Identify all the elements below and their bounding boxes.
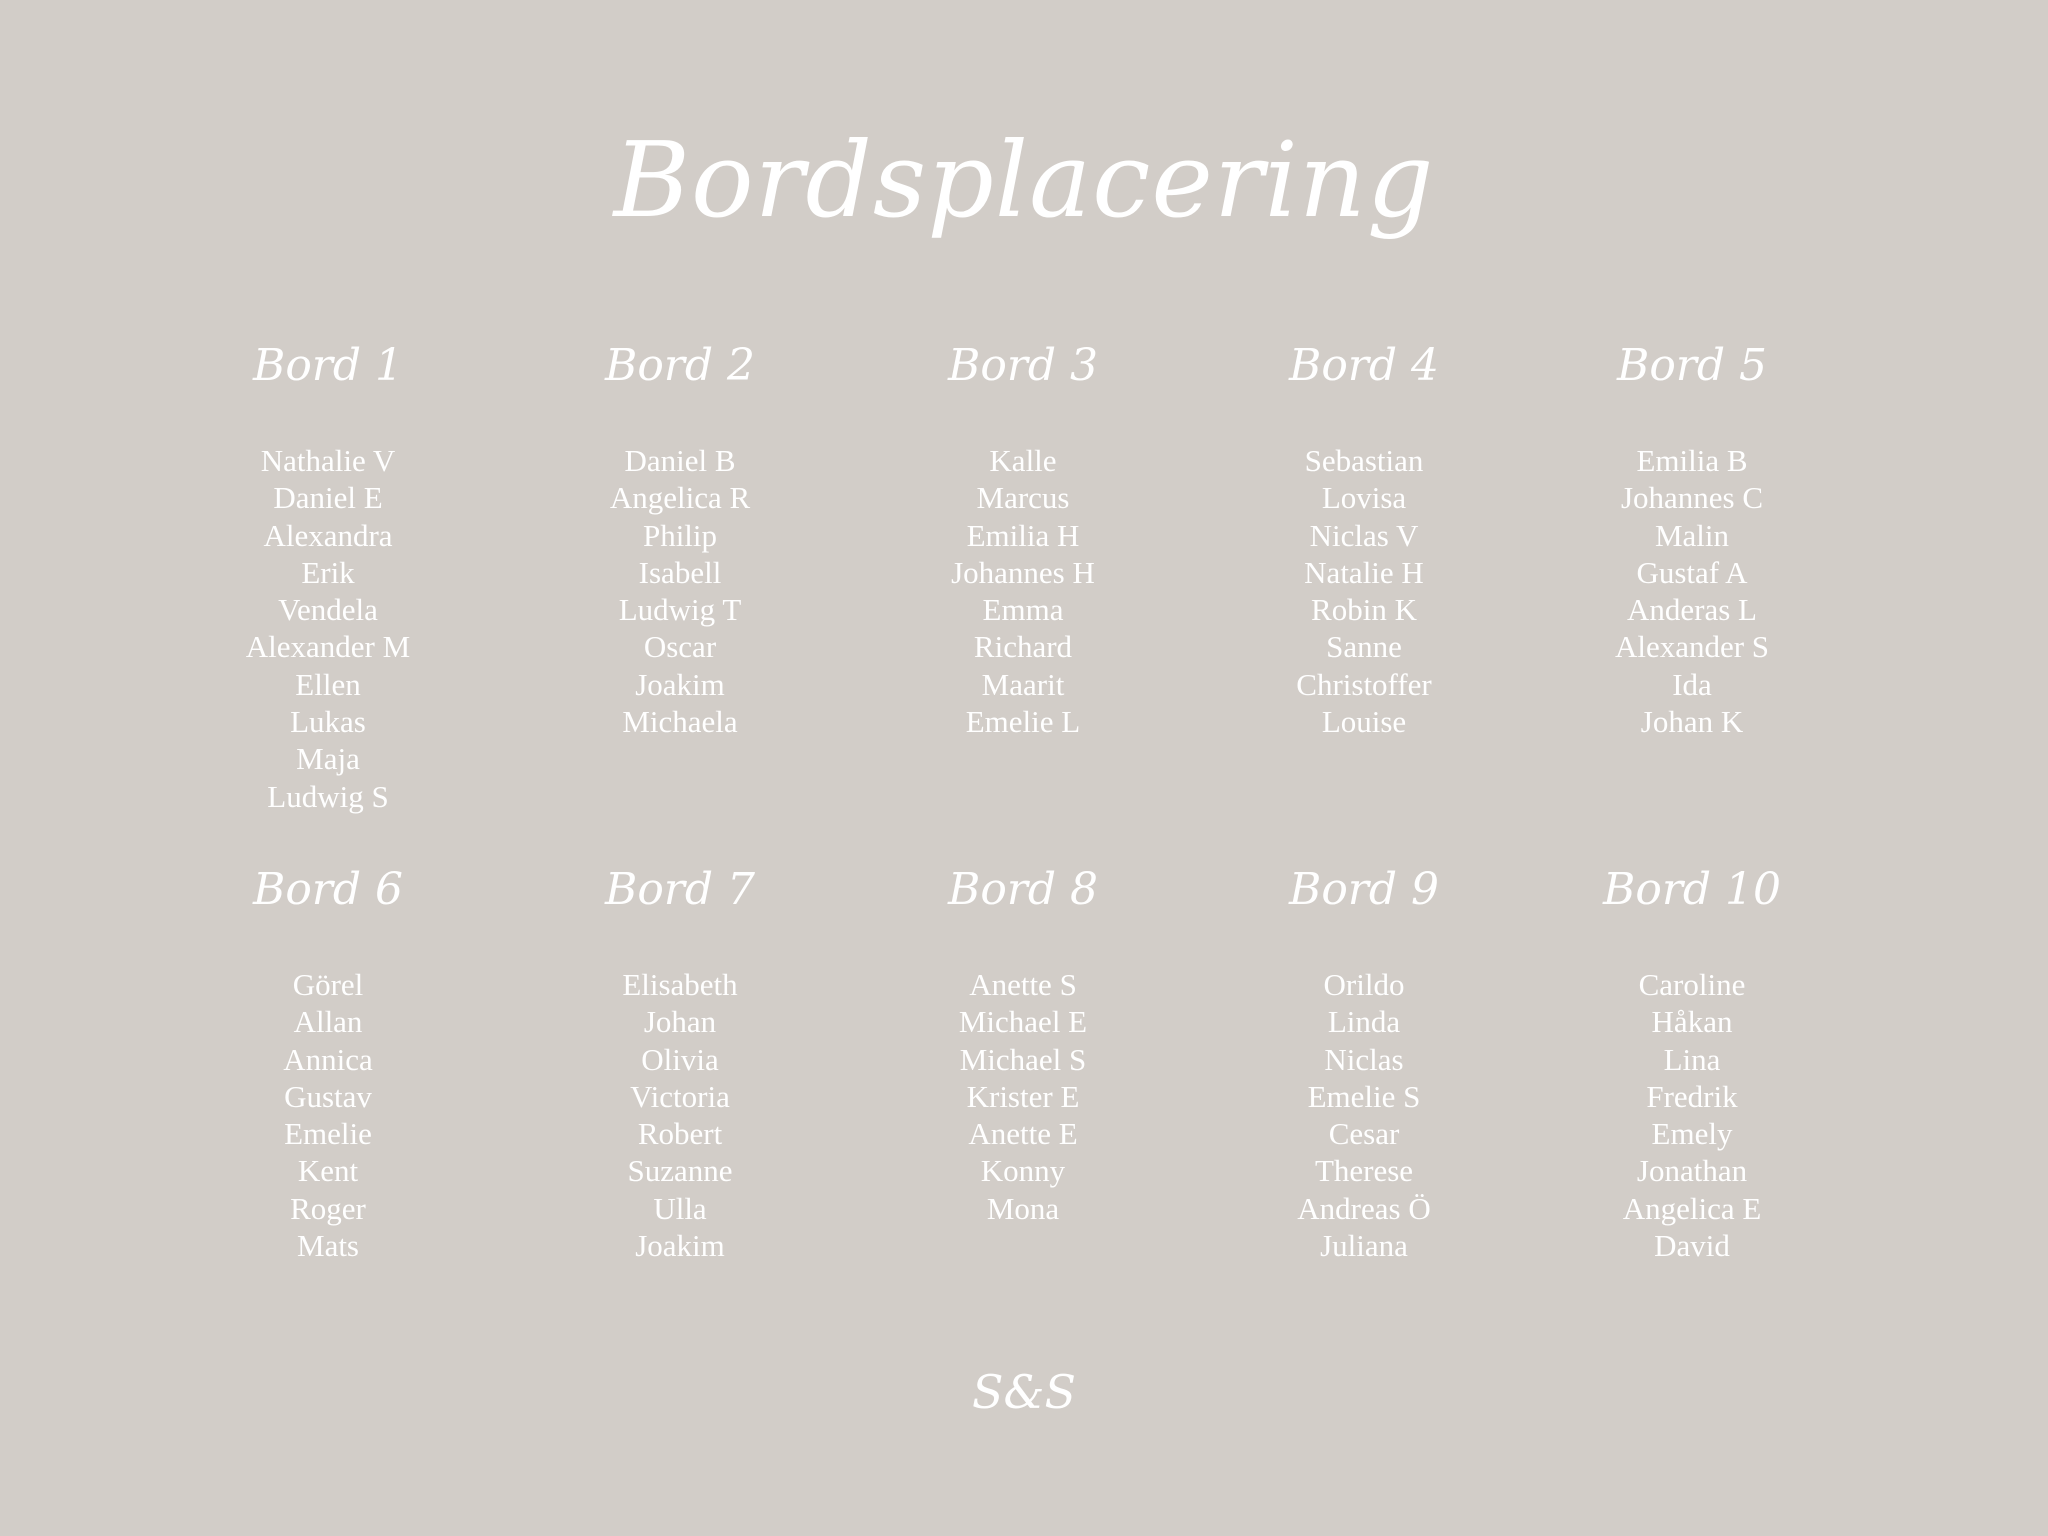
table-title: Bord 8 <box>947 864 1098 915</box>
guest-name: Sanne <box>1326 629 1402 665</box>
guest-name: Christoffer <box>1296 666 1432 702</box>
guest-name: Elisabeth <box>622 967 738 1002</box>
guest-name: Angelica R <box>609 480 751 516</box>
table-title: Bord 6 <box>252 864 403 915</box>
table-4 <box>1204 336 1524 740</box>
guest-name: Ludwig T <box>618 592 742 628</box>
guest-name: Allan <box>293 1004 363 1040</box>
guest-name: Kent <box>297 1153 359 1189</box>
guest-name: Emelie L <box>965 704 1081 740</box>
table-title: Bord 4 <box>1288 340 1439 391</box>
guest-name: Angelica E <box>1622 1190 1762 1226</box>
table-title: Bord 2 <box>604 340 755 391</box>
guest-name: Emilia H <box>966 517 1080 553</box>
guest-name: Krister E <box>966 1078 1080 1114</box>
table-7 <box>520 860 840 1264</box>
guest-name: Cesar <box>1328 1116 1400 1152</box>
table-2 <box>520 336 840 740</box>
guest-name: David <box>1654 1228 1730 1264</box>
guest-name: Maja <box>296 741 360 777</box>
guest-name: Emelie <box>284 1116 372 1152</box>
guest-name: Johan <box>643 1004 717 1040</box>
guest-name: Marcus <box>976 480 1070 516</box>
guest-name: Sebastian <box>1304 443 1424 478</box>
guest-name: Natalie H <box>1304 554 1424 590</box>
guest-name: Annica <box>283 1041 373 1077</box>
guest-name: Isabell <box>638 554 722 590</box>
table-title: Bord 5 <box>1616 340 1767 391</box>
guest-name: Alexander M <box>245 629 411 665</box>
guest-name: Lukas <box>290 704 366 740</box>
guest-name: Johannes H <box>951 554 1095 590</box>
guest-name: Nathalie V <box>260 443 396 478</box>
guest-name: Michael E <box>958 1004 1088 1040</box>
guest-name: Daniel E <box>273 480 383 516</box>
guest-name: Anderas L <box>1627 592 1757 628</box>
guest-name: Niclas <box>1324 1041 1404 1077</box>
guest-name: Juliana <box>1320 1228 1408 1264</box>
guest-name: Görel <box>292 967 364 1002</box>
table-9 <box>1204 860 1524 1264</box>
guest-name: Roger <box>290 1190 366 1226</box>
guest-name: Jonathan <box>1636 1153 1748 1189</box>
guest-name: Philip <box>642 517 718 553</box>
table-title: Bord 7 <box>604 864 755 915</box>
guest-name: Oscar <box>643 629 717 665</box>
guest-name: Lina <box>1663 1041 1721 1077</box>
page-title: Bordsplacering <box>613 119 1435 241</box>
guest-name: Emma <box>982 592 1064 628</box>
guest-name: Lovisa <box>1321 480 1407 516</box>
guest-name: Olivia <box>641 1041 719 1077</box>
guest-name: Håkan <box>1651 1004 1733 1040</box>
table-10 <box>1532 860 1852 1264</box>
guest-name: Emelie S <box>1307 1078 1421 1114</box>
guest-name: Robin K <box>1311 592 1417 628</box>
table-title: Bord 1 <box>252 340 403 391</box>
guest-name: Robert <box>637 1116 723 1152</box>
guest-name: Linda <box>1327 1004 1401 1040</box>
guest-name: Emilia B <box>1636 443 1748 478</box>
guest-name: Mona <box>986 1190 1060 1226</box>
guest-name: Gustaf A <box>1636 554 1748 590</box>
guest-name: Michaela <box>622 704 738 740</box>
guest-name: Fredrik <box>1646 1078 1738 1114</box>
guest-name: Andreas Ö <box>1297 1190 1431 1226</box>
guest-name: Ida <box>1672 666 1712 702</box>
guest-name: Konny <box>980 1153 1066 1189</box>
guest-name: Michael S <box>959 1041 1087 1077</box>
table-6 <box>168 860 488 1264</box>
table-title: Bord 9 <box>1288 864 1439 915</box>
guest-name: Maarit <box>981 666 1065 702</box>
guest-name: Alexander S <box>1614 629 1770 665</box>
guest-name: Alexandra <box>263 517 393 553</box>
guest-name: Ulla <box>653 1190 707 1226</box>
monogram: S&S <box>972 1365 1076 1419</box>
table-8 <box>863 860 1183 1227</box>
guest-name: Emely <box>1651 1116 1733 1152</box>
guest-name: Anette S <box>969 967 1077 1002</box>
table-3 <box>863 336 1183 740</box>
guest-name: Gustav <box>284 1078 372 1114</box>
guest-name: Joakim <box>635 1228 725 1264</box>
guest-name: Anette E <box>968 1116 1078 1152</box>
guest-name: Ellen <box>295 666 361 702</box>
guest-name: Ludwig S <box>267 778 389 814</box>
guest-name: Johannes C <box>1620 480 1764 516</box>
guest-name: Erik <box>301 554 355 590</box>
guest-name: Victoria <box>630 1078 730 1114</box>
guest-name: Suzanne <box>627 1153 733 1189</box>
guest-name: Malin <box>1654 517 1730 553</box>
guest-name: Mats <box>297 1228 359 1264</box>
guest-name: Daniel B <box>624 443 736 478</box>
table-5 <box>1532 336 1852 740</box>
guest-name: Caroline <box>1638 967 1746 1002</box>
guest-name: Louise <box>1321 704 1407 740</box>
guest-name: Joakim <box>635 666 725 702</box>
table-title: Bord 3 <box>947 340 1098 391</box>
guest-name: Richard <box>973 629 1073 665</box>
guest-name: Niclas V <box>1309 517 1419 553</box>
table-1 <box>168 336 488 815</box>
guest-name: Therese <box>1314 1153 1414 1189</box>
guest-name: Johan K <box>1640 704 1744 740</box>
guest-name: Orildo <box>1323 967 1405 1002</box>
guest-name: Kalle <box>989 443 1057 478</box>
guest-name: Vendela <box>278 592 378 628</box>
table-title: Bord 10 <box>1603 864 1781 915</box>
